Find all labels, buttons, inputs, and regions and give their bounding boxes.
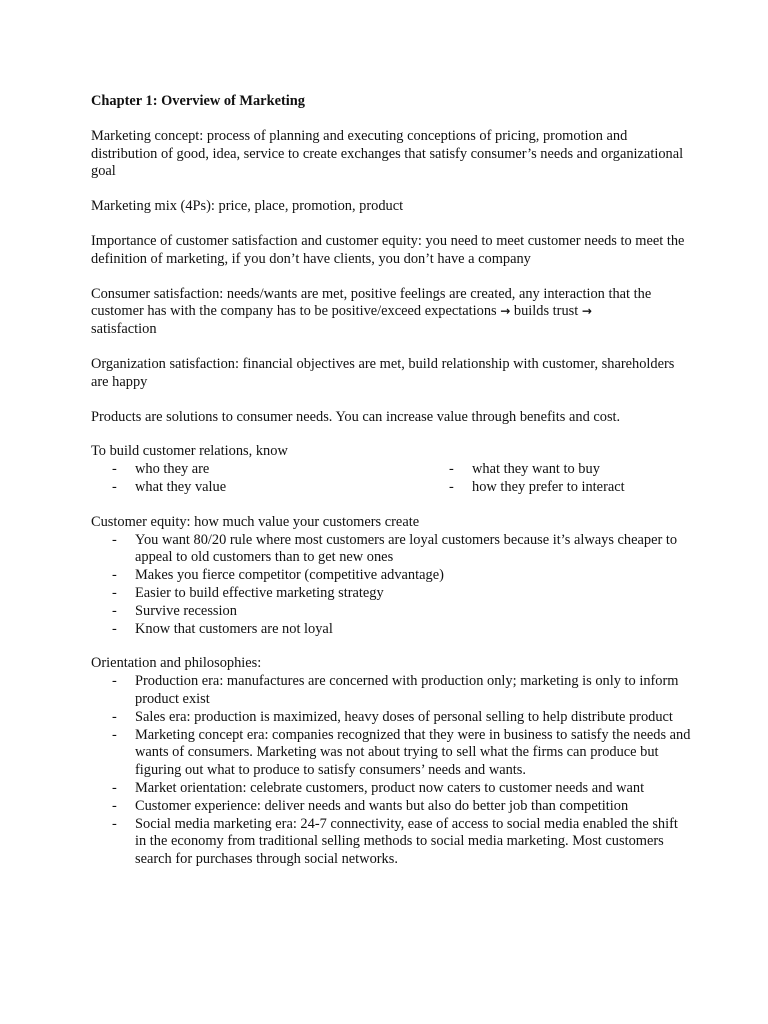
list-item: - Sales era: production is maximized, heavy doses of personal selling to help distribute product	[91, 709, 691, 727]
list-item: - who they are	[91, 461, 428, 479]
list-item: - You want 80/20 rule where most customers are loyal customers because it’s always cheaper to appeal to old customers than to get new ones	[91, 532, 691, 568]
right-arrow-icon: →	[500, 304, 511, 319]
orientation-heading: Orientation and philosophies:	[91, 655, 262, 672]
list-item: - Social media marketing era: 24-7 connectivity, ease of access to social media enabled the shift in the economy from traditional selling methods to social media marketing. Most customers search for purchases through social networks.	[91, 816, 691, 869]
list-item: - what they want to buy	[428, 461, 691, 479]
consumer-satisfaction-paragraph	[91, 286, 691, 339]
right-arrow-icon: →	[581, 304, 592, 319]
customer-relations-left-list	[91, 461, 428, 497]
list-item: - Survive recession	[91, 603, 691, 621]
customer-relations-right-list	[428, 461, 691, 497]
list-item: - Makes you fierce competitor (competitive advantage)	[91, 567, 691, 585]
builds-trust-text: builds trust	[513, 303, 579, 320]
list-item: - Easier to build effective marketing strategy	[91, 585, 691, 603]
chapter-title: Chapter 1: Overview of Marketing	[91, 93, 305, 109]
customer-relations-columns	[91, 461, 691, 497]
list-item: - how they prefer to interact	[428, 479, 691, 497]
consumer-satisfaction-text: Consumer satisfaction: needs/wants are met, positive feelings are created, any interaction that the customer has with the company has to be positive/exceed expectations	[91, 285, 652, 320]
customer-equity-heading: Customer equity: how much value your customers create	[91, 513, 420, 530]
document-page	[91, 93, 691, 886]
customer-relations-right-column	[428, 461, 691, 497]
products-paragraph: Products are solutions to consumer needs. You can increase value through benefits and cost.	[91, 408, 621, 425]
list-item: - Market orientation: celebrate customers, product now caters to customer needs and want	[91, 780, 691, 798]
importance-paragraph: Importance of customer satisfaction and customer equity: you need to meet customer needs to meet the definition of marketing, if you don’t have clients, you don’t have a company	[91, 232, 685, 267]
customer-equity-list	[91, 532, 691, 639]
marketing-concept-paragraph: Marketing concept: process of planning and executing conceptions of pricing, promotion and distribution of good, idea, service to create exchanges that satisfy consumer’s needs and organizational goal	[91, 127, 684, 180]
list-item: - Marketing concept era: companies recognized that they were in business to satisfy the needs and wants of consumers. Marketing was not about trying to sell what the firms can produce but figuring out what to produce to satisfy consumers’ needs and wants.	[91, 727, 691, 780]
list-item: - Production era: manufactures are concerned with production only; marketing is only to inform product exist	[91, 673, 691, 709]
organization-satisfaction-paragraph: Organization satisfaction: financial objectives are met, build relationship with customer, shareholders are happy	[91, 355, 675, 390]
customer-relations-left-column	[91, 461, 428, 497]
marketing-mix-paragraph: Marketing mix (4Ps): price, place, promotion, product	[91, 198, 404, 215]
list-item: - Customer experience: deliver needs and wants but also do better job than competition	[91, 798, 691, 816]
orientation-list	[91, 673, 691, 869]
satisfaction-text: satisfaction	[91, 321, 157, 338]
list-item: - Know that customers are not loyal	[91, 621, 691, 639]
customer-relations-heading: To build customer relations, know	[91, 443, 288, 460]
list-item: - what they value	[91, 479, 428, 497]
